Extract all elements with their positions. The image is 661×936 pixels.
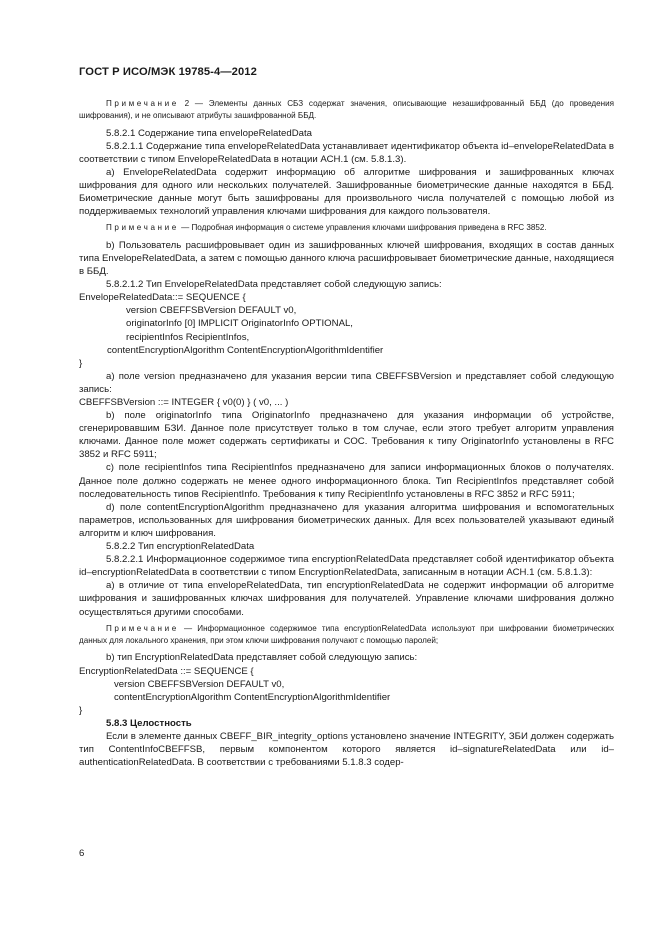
note-2 [79,98,614,123]
note-text: 2 — Элементы данных СБЗ содержат значения, описывающие незашифрованный ББД (до проведения шифрования), и не описывают атрибуты зашифрованной ББД. [79,99,614,121]
code-line: contentEncryptionAlgorithm ContentEncryptionAlgorithmIdentifier [114,691,391,703]
item-c-recipients: c) поле recipientInfos типа RecipientInfos предназначено для записи информационных блоков о получателях. Данное поле должно содержать не менее одного информационного блока. Тип RecipientInfos представляет собой последовательность типов RecipientInfo. Требования к типу RecipientInfo установлены в RFC 3852 и RFC 5911; [79,462,614,500]
page-body [79,94,614,769]
running-header: ГОСТ Р ИСО/МЭК 19785-4—2012 [79,66,257,78]
note-label: Примечание [106,623,179,633]
code-line: contentEncryptionAlgorithm ContentEncryptionAlgorithmIdentifier [107,344,384,356]
item-b-originator: b) поле originatorInfo типа OriginatorInfo предназначено для указания информации об устройстве, сгенерировавшим БЗИ. Данное поле присутствует только в том случае, если этого требует алгоритм управления ключами. Данное поле может содержать сертификаты и СОС. Требования к типу OriginatorInfo установлены в RFC 3852 и RFC 5911; [79,410,614,461]
code-line: originatorInfo [0] IMPLICIT OriginatorInfo OPTIONAL, [126,318,353,330]
code-line: } [79,357,83,369]
section-5-8-2-1: 5.8.2.1 Содержание типа envelopeRelatedData [106,127,312,139]
note-label: Примечание [106,99,179,108]
note-label: Примечание [106,223,179,233]
page-number: 6 [79,848,85,859]
section-5-8-3-heading: 5.8.3 Целостность [106,717,192,729]
code-line: } [79,704,83,716]
item-a-encryption: a) в отличие от типа envelopeRelatedData, тип encryptionRelatedData не содержит информации об алгоритме шифрования и зашифрованных ключах шифрования для получателей. Управление ключами шифрования должно осуществляться другими способами. [79,580,614,618]
code-line: CBEFFSBVersion ::= INTEGER { v0(0) } ( v0, ... ) [79,397,289,408]
item-b-encryption: b) тип EncryptionRelatedData представляет собой следующую запись: [106,652,418,664]
code-line: version CBEFFSBVersion DEFAULT v0, [126,305,297,317]
code-line: EncryptionRelatedData ::= SEQUENCE { [79,665,254,677]
code-line: recipientInfos RecipientInfos, [126,331,250,343]
section-5-8-2-2-1: 5.8.2.2.1 Информационное содержимое типа encryptionRelatedData представляет собой идентификатор объекта id–encryptionRelatedData в соответствии с типом EncryptionRelatedData, записанным в нотации АСН.1 (см. 5.8.1.3): [79,554,614,579]
item-d-algorithm: d) поле contentEncryptionAlgorithm предназначено для указания алгоритма шифрования и вспомогательных параметров, использованных для шифрования биометрических данных. Для всех пользователей указывают единый алгоритм и ключ шифрования. [79,501,614,539]
note-key-management [79,222,614,234]
section-5-8-2-2: 5.8.2.2 Тип encryptionRelatedData [106,541,255,553]
item-b-envelope: b) Пользователь расшифровывает один из зашифрованных ключей шифрования, входящих в состав данных типа EnvelopeRelatedData, а затем с помощью данного ключа расшифровывает биометрические данные, находящиеся в ББД. [79,239,614,278]
item-a-version: a) поле version предназначено для указания версии типа CBEFFSBVersion и представляет собой следующую запись: [79,370,614,395]
note-text: — Информационное содержимое типа encryptionRelatedData используют при шифровании биометрических данных для локального хранения, при этом ключи шифрования получают с помощью паролей; [79,623,614,645]
note-encryption [79,623,614,648]
code-line: EnvelopeRelatedData::= SEQUENCE { [79,292,246,304]
section-5-8-2-1-2: 5.8.2.1.2 Тип EnvelopeRelatedData представляет собой следующую запись: [106,279,442,291]
section-5-8-3-text: Если в элементе данных CBEFF_BIR_integrity_options установлено значение INTEGRITY, ЗБИ должен содержать тип ContentInfoCBEFFSB, первым компонентом которого является id–signatureRelatedData или id–authenticationRelatedData. В соответствии с требованиями 5.1.8.3 содер- [79,730,614,769]
note-text: — Подробная информация о системе управления ключами шифрования приведена в RFC 3852. [178,223,547,233]
code-line: version CBEFFSBVersion DEFAULT v0, [114,678,285,690]
section-5-8-2-1-1: 5.8.2.1.1 Содержание типа envelopeRelatedData устанавливает идентификатор объекта id–envelopeRelatedData в соответствии с типом EnvelopeRelatedData в нотации АСН.1 (см. 5.8.1.3). [79,140,614,165]
item-a-envelope: a) EnvelopeRelatedData содержит информацию об алгоритме шифрования и зашифрованных ключах шифрования для одного или нескольких получателей. Зашифрованные биометрические данные находятся в ББД. Биометрические данные могут быть зашифрованы для произвольного числа получателей с помощью любой из поддерживаемых технологий управления ключами шифрования для каждого пользователя. [79,167,614,218]
